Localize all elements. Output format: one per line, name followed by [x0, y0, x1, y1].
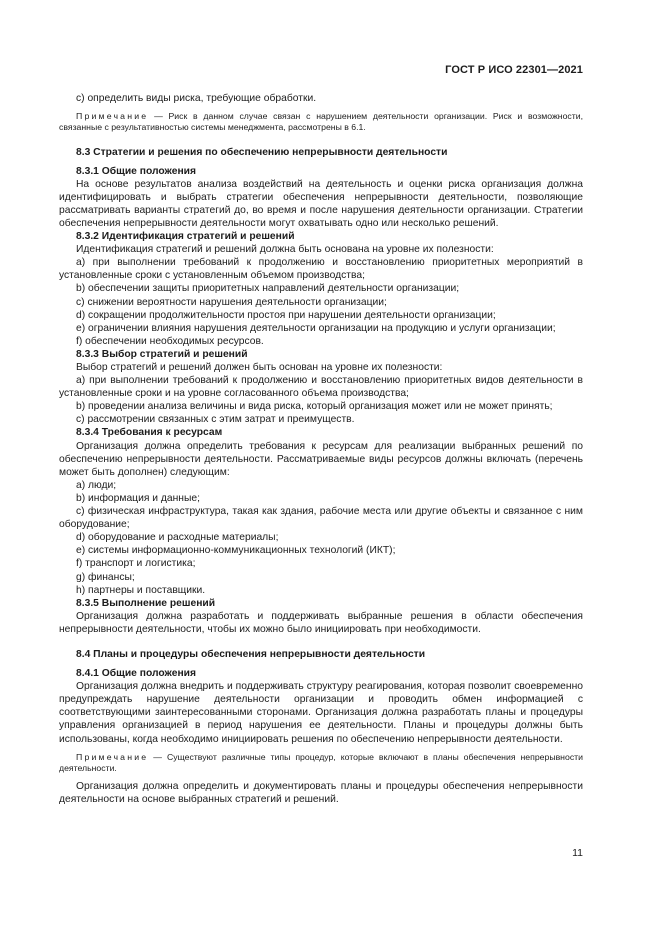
list-item: h) партнеры и поставщики. [76, 584, 206, 596]
paragraph: Организация должна определить и документировать планы и процедуры обеспечения непрерывности деятельности на основе выбранных стратегий и решений. [59, 781, 583, 806]
subsection-heading-8-3-3: 8.3.3 Выбор стратегий и решений [76, 348, 248, 360]
list-item: c) рассмотрении связанных с этим затрат и преимуществ. [76, 414, 355, 426]
note-text: — Существуют различные типы процедур, которые включают в планы обеспечения непрерывности деятельности. [59, 751, 583, 773]
subsection-heading-8-3-2: 8.3.2 Идентификация стратегий и решений [76, 231, 295, 243]
list-item: е) ограничении влияния нарушения деятельности организации на продукцию и услуги организации; [76, 322, 556, 334]
list-item: с) определить виды риска, требующие обработки. [76, 93, 317, 104]
paragraph: Организация должна определить требования к ресурсам для реализации выбранных решений по обеспечению непрерывности деятельности. Рассматриваемые виды ресурсов должны включать (перечень может быть дополнен) следующим: [59, 440, 583, 478]
subsection-heading-8-3-1: 8.3.1 Общие положения [76, 165, 196, 177]
list-item: е) системы информационно-коммуникационных технологий (ИКТ); [76, 545, 396, 557]
paragraph: Идентификация стратегий и решений должна быть основана на уровне их полезности: [76, 244, 494, 256]
paragraph: На основе результатов анализа воздействий на деятельность и оценки риска организация должна идентифицировать и выбрать стратегии обеспечения непрерывности деятельности, позволяющие рассматривать варианты стратегий до, во время и после нарушения деятельности организации. Стратегии обеспечения непрерывности деятельности могут охватывать одно или несколько решений. [59, 178, 583, 229]
list-item: а) при выполнении требований к продолжению и восстановлению приоритетных мероприятий в установленные сроки с установленным объемом производства; [59, 257, 583, 282]
paragraph: Выбор стратегий и решений должен быть основан на уровне их полезности: [76, 362, 443, 373]
subsection-heading-8-3-4: 8.3.4 Требования к ресурсам [76, 427, 223, 439]
list-item: g) финансы; [76, 571, 135, 583]
list-item: c) снижении вероятности нарушения деятельности организации; [76, 296, 387, 308]
list-item: d) сокращении продолжительности простоя при нарушении деятельности организации; [76, 309, 496, 321]
subsection-heading-8-4-1: 8.4.1 Общие положения [76, 668, 196, 680]
list-item: c) физическая инфраструктура, такая как здания, рабочие места или другие объекты и связанное с ним оборудование; [59, 506, 583, 531]
note-label: Примечание [76, 111, 149, 122]
list-item: b) проведении анализа величины и вида риска, который организация может или не может принять; [76, 401, 553, 413]
paragraph: Организация должна внедрить и поддерживать структуру реагирования, которая позволит своевременно предупреждать нарушение деятельности организации и проводить обмен информацией с соответствующими заинтересованными сторонами. Организация должна разработать планы и процедуры управления организацией в период нарушения ее деятельности. Планы и процедуры должны быть использованы, когда необходимо инициировать решения по обеспечению непрерывности деятельности. [59, 681, 583, 745]
page-content [59, 92, 583, 806]
list-item: d) оборудование и расходные материалы; [76, 532, 279, 544]
list-item: f) транспорт и логистика; [76, 558, 196, 570]
list-item: а) люди; [76, 479, 117, 491]
section-heading-8-4: 8.4 Планы и процедуры обеспечения непрерывности деятельности [76, 648, 426, 660]
note-label: Примечание [76, 751, 149, 762]
list-item: а) при выполнении требований к продолжению и восстановлению приоритетных видов деятельности в установленные сроки и на уровне согласованного объема производства; [59, 375, 583, 400]
note [59, 752, 583, 774]
subsection-heading-8-3-5: 8.3.5 Выполнение решений [76, 597, 216, 609]
note [59, 111, 583, 133]
paragraph: Организация должна разработать и поддерживать выбранные решения в области обеспечения непрерывности деятельности, чтобы их можно было инициировать при необходимости. [59, 610, 583, 635]
section-heading-8-3: 8.3 Стратегии и решения по обеспечению непрерывности деятельности [76, 146, 448, 158]
list-item: f) обеспечении необходимых ресурсов. [76, 335, 264, 347]
note-text: — Риск в данном случае связан с нарушением деятельности организации. Риск и возможности, связанные с результативностью системы менеджмента, рассмотрены в 6.1. [59, 111, 583, 133]
list-item: b) обеспечении защиты приоритетных направлений деятельности организации; [76, 283, 460, 295]
document-header: ГОСТ Р ИСО 22301—2021 [445, 64, 583, 76]
page-number: 11 [572, 847, 583, 859]
list-item: b) информация и данные; [76, 492, 200, 504]
